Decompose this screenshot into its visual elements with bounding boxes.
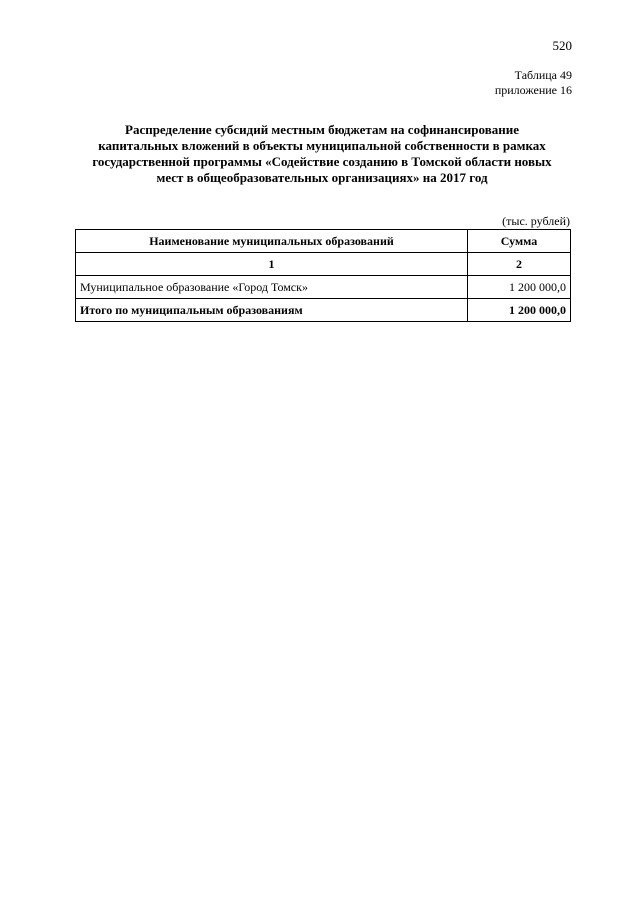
numbering-col-2: 2 <box>468 253 571 276</box>
appendix-label: приложение 16 <box>494 83 572 97</box>
subsidy-table <box>75 229 571 322</box>
table-total-row <box>76 299 571 322</box>
numbering-col-1: 1 <box>76 253 468 276</box>
title-line-4: мест в общеобразовательных организациях» на 2017 год <box>156 170 488 185</box>
title-line-3: государственной программы «Содействие созданию в Томской области новых <box>92 154 552 169</box>
row-name: Муниципальное образование «Город Томск» <box>76 276 468 299</box>
table-header-row <box>76 230 571 253</box>
title-line-1: Распределение субсидий местным бюджетам на софинансирование <box>125 122 519 137</box>
unit-label: (тыс. рублей) <box>502 214 570 228</box>
page-number: 520 <box>552 38 572 53</box>
title-line-2: капитальных вложений в объекты муниципальной собственности в рамках <box>98 138 546 153</box>
total-name: Итого по муниципальным образованиям <box>76 299 468 322</box>
document-title <box>60 122 584 186</box>
header-sum: Сумма <box>468 230 571 253</box>
header-name: Наименование муниципальных образований <box>76 230 468 253</box>
row-sum: 1 200 000,0 <box>468 276 571 299</box>
total-sum: 1 200 000,0 <box>468 299 571 322</box>
appendix-reference <box>495 68 572 98</box>
table-label: Таблица 49 <box>514 68 572 82</box>
table-numbering-row <box>76 253 571 276</box>
table-row <box>76 276 571 299</box>
